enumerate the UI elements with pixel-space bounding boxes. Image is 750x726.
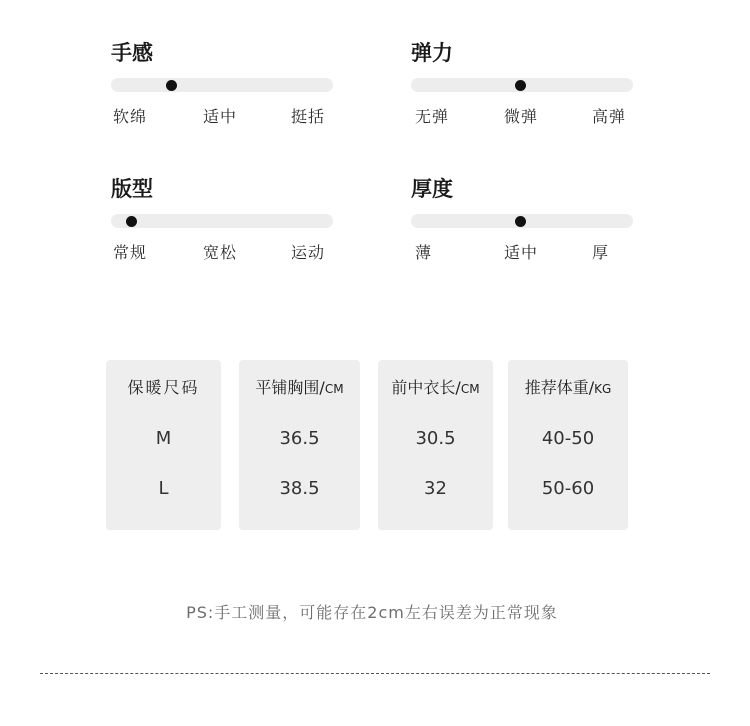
attribute-scale-marker xyxy=(126,216,137,227)
measurement-note: PS:手工测量，可能存在2cm左右误差为正常现象 xyxy=(186,603,558,622)
scale-label-high: 运动 xyxy=(291,243,326,262)
attribute-scale-track xyxy=(111,214,333,228)
scale-label-low: 薄 xyxy=(415,243,433,262)
scale-label-mid: 宽松 xyxy=(203,243,238,262)
column-header-unit: CM xyxy=(324,382,344,396)
scale-label-mid: 适中 xyxy=(203,107,238,126)
column-header-label: 推荐体重/ xyxy=(524,378,595,397)
table-cell: 50-60 xyxy=(541,478,595,499)
column-header-unit: KG xyxy=(594,382,612,396)
column-header-unit: CM xyxy=(460,382,480,396)
column-header xyxy=(378,377,493,400)
column-header xyxy=(106,377,221,400)
column-header xyxy=(508,377,628,400)
scale-label-low: 无弹 xyxy=(415,107,450,126)
table-cell: M xyxy=(155,428,172,449)
attribute-scale-track xyxy=(111,78,333,92)
scale-label-mid: 适中 xyxy=(504,243,539,262)
scale-label-high: 厚 xyxy=(592,243,610,262)
table-cell: 40-50 xyxy=(541,428,595,449)
attribute-scale-marker xyxy=(166,80,177,91)
table-cell: 38.5 xyxy=(279,478,320,499)
attribute-scale-labels xyxy=(111,242,333,264)
scale-label-high: 高弹 xyxy=(592,107,627,126)
column-header-label: 保暖尺码 xyxy=(127,378,200,397)
attribute-scale-track xyxy=(411,214,633,228)
attribute-title: 版型 xyxy=(111,177,153,201)
table-cell: 30.5 xyxy=(415,428,456,449)
size-column xyxy=(239,360,360,530)
column-header-label: 前中衣长/ xyxy=(391,378,461,397)
table-cell: L xyxy=(158,478,169,499)
table-cell: 36.5 xyxy=(279,428,320,449)
attribute-title: 手感 xyxy=(111,41,153,65)
attribute-scale-labels xyxy=(411,242,633,264)
attribute-title: 弹力 xyxy=(411,41,453,65)
attribute-title: 厚度 xyxy=(411,177,453,201)
dashed-divider xyxy=(40,673,710,674)
attribute-scale-marker xyxy=(515,216,526,227)
size-column xyxy=(106,360,221,530)
attribute-scale-labels xyxy=(111,106,333,128)
attribute-scale-marker xyxy=(515,80,526,91)
scale-label-low: 软绵 xyxy=(113,107,148,126)
scale-label-mid: 微弹 xyxy=(504,107,539,126)
column-header xyxy=(239,377,360,400)
column-header-label: 平铺胸围/ xyxy=(255,378,325,397)
scale-label-high: 挺括 xyxy=(291,107,326,126)
size-column xyxy=(508,360,628,530)
scale-label-low: 常规 xyxy=(113,243,148,262)
table-cell: 32 xyxy=(424,478,447,499)
size-column xyxy=(378,360,493,530)
attribute-scale-labels xyxy=(411,106,633,128)
attribute-scale-track xyxy=(411,78,633,92)
